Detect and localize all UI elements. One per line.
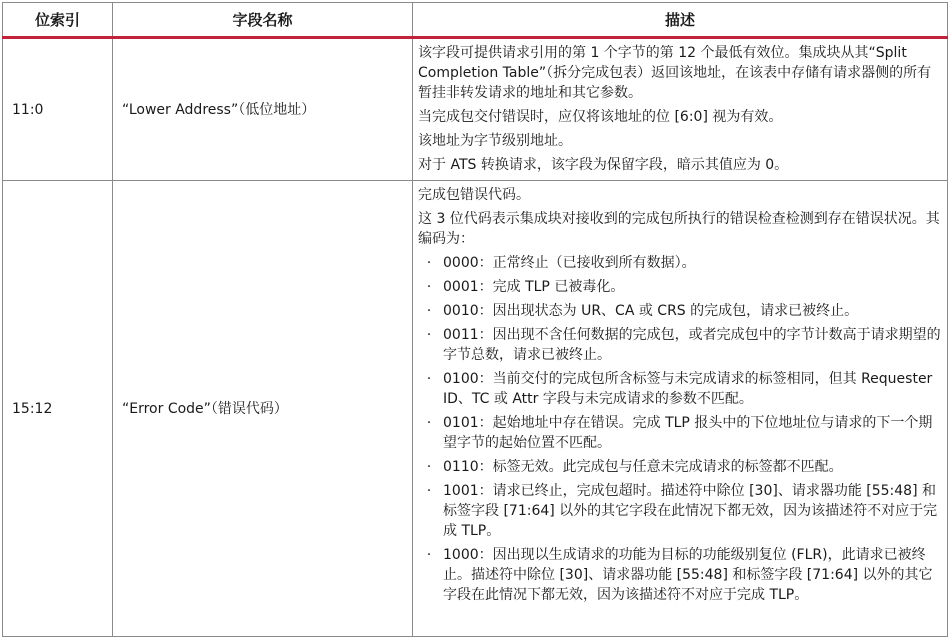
list-item (418, 545, 941, 605)
description-cell (413, 38, 948, 181)
bullet-icon: · (426, 483, 432, 499)
description-paragraph: 该地址为字节级别地址。 (418, 133, 572, 149)
table-header (3, 3, 948, 38)
bullet-icon: · (426, 459, 432, 475)
bullet-icon: · (426, 327, 432, 343)
list-item (418, 301, 941, 321)
bullet-icon: · (426, 303, 432, 319)
list-item (418, 325, 941, 365)
field-name-cell: “Lower Address”（低位地址） (113, 38, 413, 181)
list-item (418, 481, 941, 541)
bullet-icon: · (426, 547, 432, 563)
list-item-text: 0010：因出现状态为 UR、CA 或 CRS 的完成包，请求已被终止。 (443, 303, 859, 319)
list-item (418, 253, 941, 273)
description-paragraph: 这 3 位代码表示集成块对接收到的完成包所执行的错误检查检测到存在错误状况。其编码为： (418, 211, 940, 247)
table-body (3, 38, 948, 637)
header-description: 描述 (413, 3, 948, 38)
description-paragraph: 完成包错误代码。 (418, 187, 530, 203)
bullet-icon: · (426, 371, 432, 387)
description-paragraph: 当完成包交付错误时，应仅将该地址的位 [6:0] 视为有效。 (418, 109, 783, 125)
description-paragraph: 对于 ATS 转换请求，该字段为保留字段，暗示其值应为 0。 (418, 157, 789, 173)
list-item-text: 0011：因出现不含任何数据的完成包，或者完成包中的字节计数高于请求期望的字节总数，请求已被终止。 (443, 327, 941, 363)
bit-index-cell: 11:0 (3, 38, 113, 181)
list-item-text: 0100：当前交付的完成包所含标签与未完成请求的标签相同，但其 Requester ID、TC 或 Attr 字段与未完成请求的参数不匹配。 (443, 371, 933, 407)
header-field-name: 字段名称 (113, 3, 413, 38)
list-item (418, 457, 941, 477)
list-item (418, 413, 941, 453)
bit-index-cell: 15:12 (3, 181, 113, 637)
list-item-text: 1000：因出现以生成请求的功能为目标的功能级别复位 (FLR)，此请求已被终止。描述符中除位 [30]、请求器功能 [55:48] 和标签字段 [71:64] 以外的其它字段在此情况下都无效，因为该描述符不对应于完成 TLP。 (443, 547, 933, 603)
list-item (418, 277, 941, 297)
table-row (3, 181, 948, 637)
list-item (418, 369, 941, 409)
header-row (3, 3, 948, 38)
bullet-icon: · (426, 279, 432, 295)
error-code-list (418, 253, 941, 605)
list-item-text: 0000：正常终止（已接收到所有数据）。 (443, 255, 696, 271)
register-field-table (2, 2, 948, 637)
description-paragraph: 该字段可提供请求引用的第 1 个字节的第 12 个最低有效位。集成块从其“Split Completion Table”（拆分完成包表）返回该地址，在该表中存储有请求器侧的所有暂挂非转发请求的地址和其它参数。 (418, 45, 932, 101)
bullet-icon: · (426, 255, 432, 271)
field-name-cell: “Error Code”（错误代码） (113, 181, 413, 637)
list-item-text: 0110：标签无效。此完成包与任意未完成请求的标签都不匹配。 (443, 459, 843, 475)
list-item-text: 0001：完成 TLP 已被毒化。 (443, 279, 625, 295)
description-cell (413, 181, 948, 637)
list-item-text: 1001：请求已终止，完成包超时。描述符中除位 [30]、请求器功能 [55:48] 和标签字段 [71:64] 以外的其它字段在此情况下都无效，因为该描述符不对应于完成 TLP。 (443, 483, 938, 539)
bullet-icon: · (426, 415, 432, 431)
list-item-text: 0101：起始地址中存在错误。完成 TLP 报头中的下位地址位与请求的下一个期望字节的起始位置不匹配。 (443, 415, 933, 451)
header-bit-index: 位索引 (3, 3, 113, 38)
table-row (3, 38, 948, 181)
